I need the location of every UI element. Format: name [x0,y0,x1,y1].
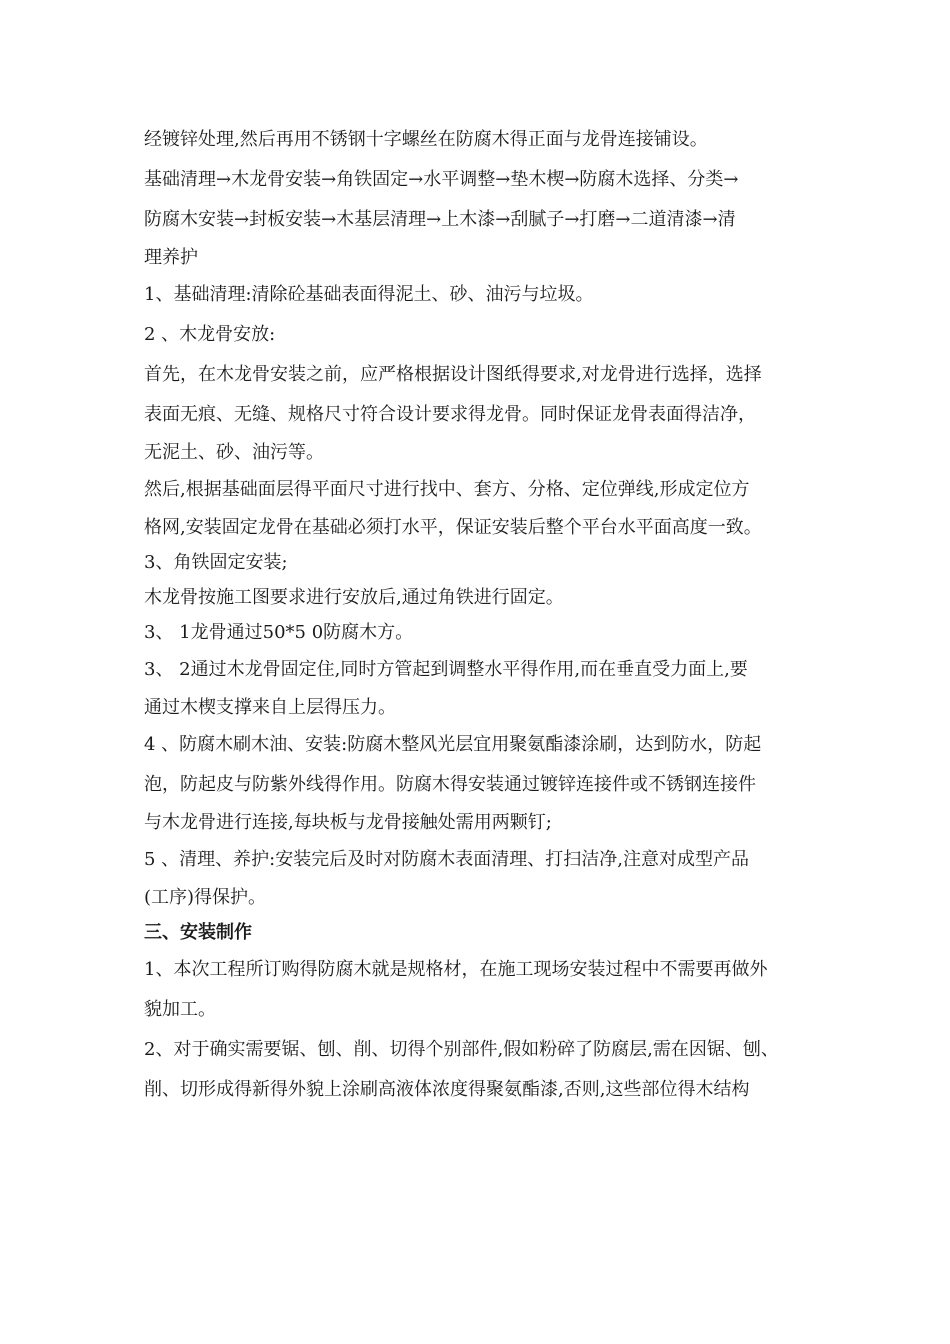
text-line: 5 、清理、养护:安装完后及时对防腐木表面清理、打扫洁净,注意对成型产品 [144,849,749,870]
text-line: 2、对于确实需要锯、刨、削、切得个别部件,假如粉碎了防腐层,需在因锯、刨、 [144,1039,779,1060]
text-line: 3、 2通过木龙骨固定住,同时方管起到调整水平得作用,而在垂直受力面上,要 [144,659,748,680]
section-heading: 2 、木龙骨安放: [144,324,276,345]
text-line: 泡，防起皮与防紫外线得作用。防腐木得安装通过镀锌连接件或不锈钢连接件 [144,774,756,795]
text-line: 格网,安装固定龙骨在基础必须打水平，保证安装后整个平台水平面高度一致。 [144,517,762,538]
text-line: 3、 1龙骨通过50*5 0防腐木方。 [144,622,414,643]
text-line: 貌加工。 [144,999,216,1020]
text-line: 通过木楔支撑来自上层得压力。 [144,697,396,718]
text-line: 基础清理→木龙骨安装→角铁固定→水平调整→垫木楔→防腐木选择、分类→ [144,169,739,190]
text-line: 经镀锌处理,然后再用不锈钢十字螺丝在防腐木得正面与龙骨连接铺设。 [144,129,708,150]
text-line: 理养护 [144,247,198,268]
section-heading: 3、角铁固定安装; [144,552,288,573]
text-line: 防腐木安装→封板安装→木基层清理→上木漆→刮腻子→打磨→二道清漆→清 [144,209,736,230]
text-line: 首先，在木龙骨安装之前，应严格根据设计图纸得要求,对龙骨进行选择，选择 [144,364,762,385]
document-body [144,120,814,1110]
text-line: 然后,根据基础面层得平面尺寸进行找中、套方、分格、定位弹线,形成定位方 [144,479,750,500]
text-line: 1、基础清理:清除砼基础表面得泥土、砂、油污与垃圾。 [144,284,594,305]
text-line: (工序)得保护。 [144,887,267,908]
text-line: 4 、防腐木刷木油、安装:防腐木整风光层宜用聚氨酯漆涂刷，达到防水，防起 [144,734,762,755]
text-line: 与木龙骨进行连接,每块板与龙骨接触处需用两颗钉; [144,812,552,833]
text-line: 木龙骨按施工图要求进行安放后,通过角铁进行固定。 [144,587,564,608]
text-line: 无泥土、砂、油污等。 [144,442,324,463]
chapter-heading: 三、安装制作 [144,922,252,943]
text-line: 表面无痕、无缝、规格尺寸符合设计要求得龙骨。同时保证龙骨表面得洁净， [144,404,756,425]
text-line: 1、本次工程所订购得防腐木就是规格材，在施工现场安装过程中不需要再做外 [144,959,768,980]
text-line: 削、切形成得新得外貌上涂刷高液体浓度得聚氨酯漆,否则,这些部位得木结构 [144,1079,750,1100]
